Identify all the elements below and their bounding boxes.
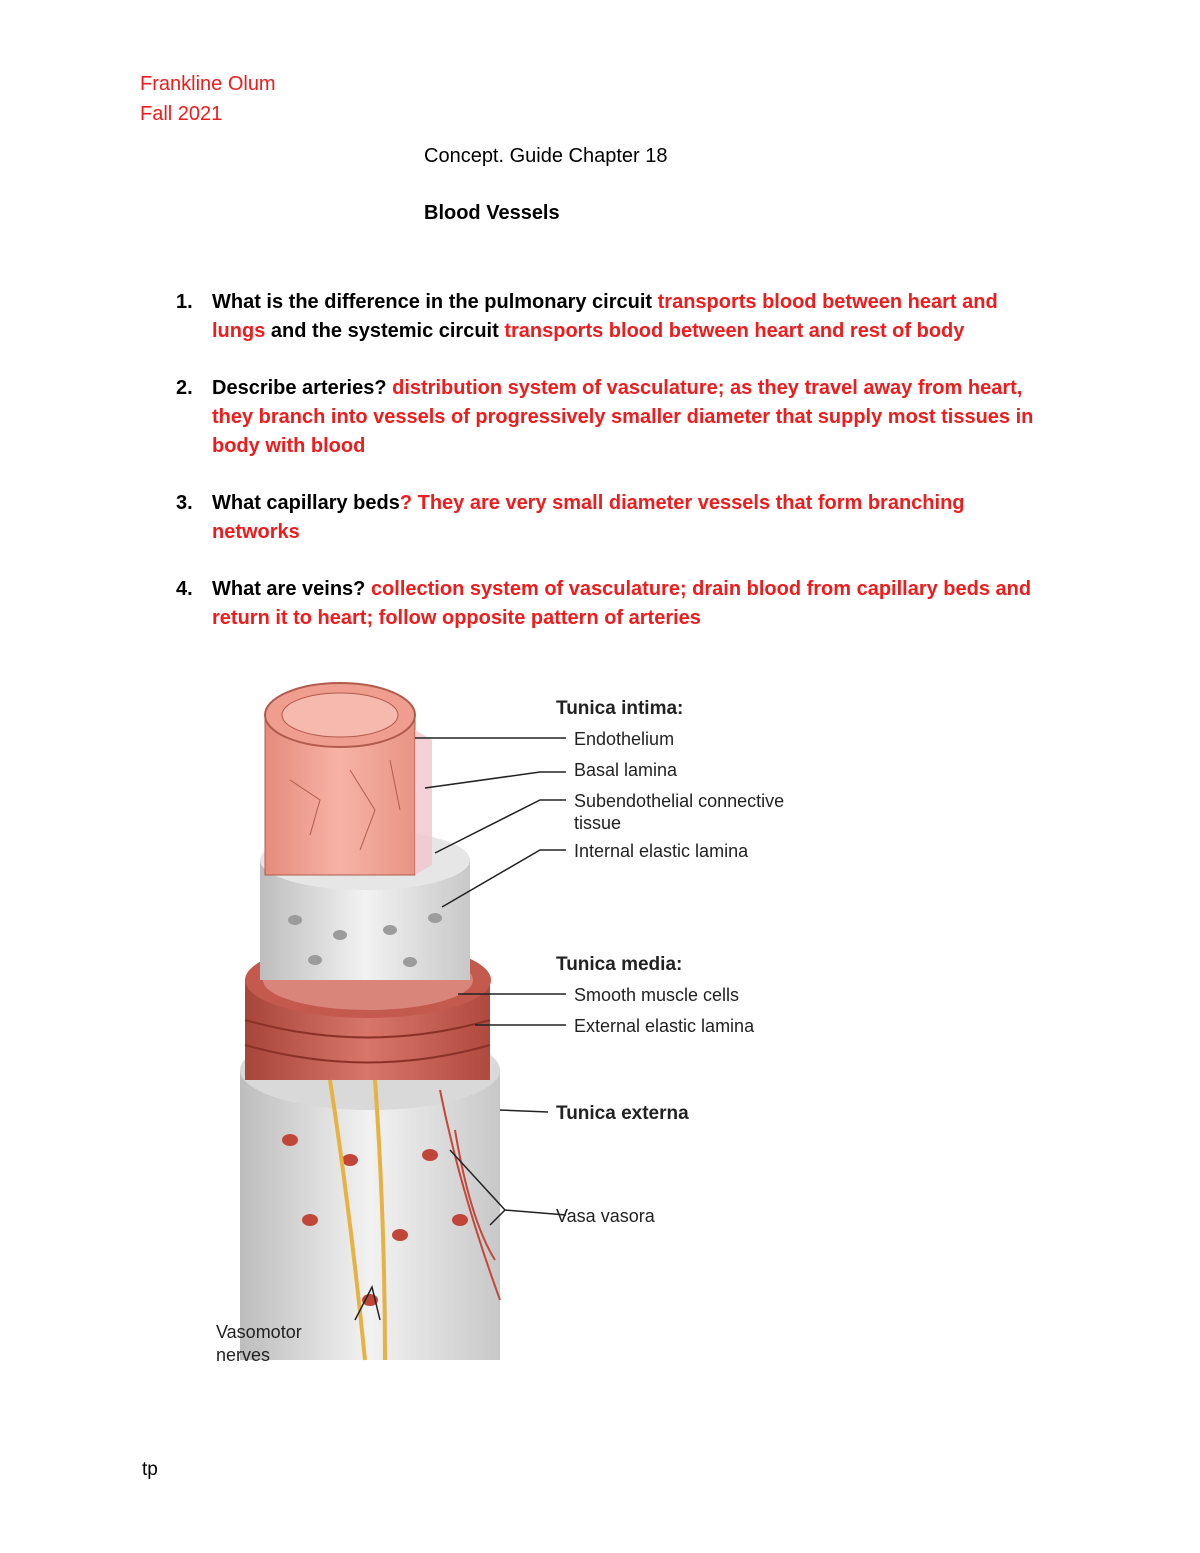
label-tunica-externa: Tunica externa [556, 1103, 689, 1124]
author-name: Frankline Olum [140, 73, 276, 95]
question-number: 1. [176, 291, 193, 313]
label-smooth-muscle: Smooth muscle cells [574, 985, 740, 1005]
question-item [0, 374, 1200, 461]
question-list [0, 288, 1200, 661]
document-title: Concept. Guide Chapter 18 [424, 145, 668, 167]
answer-text: transports blood between heart and rest of body [504, 320, 965, 342]
label-endothelium: Endothelium [574, 729, 675, 749]
label-subendothelial-2: tissue [574, 813, 622, 833]
question-number: 3. [176, 492, 193, 514]
question-text: What is the difference in the pulmonary circuit [212, 291, 658, 313]
question-item [0, 575, 1200, 633]
answer-text: collection system of vasculature; drain blood from capillary beds and return it to heart; follow opposite pattern of arteries [212, 578, 1032, 629]
answer-text: transports blood between heart and lungs [212, 291, 998, 342]
label-tunica-media: Tunica media: [556, 954, 683, 975]
answer-text: ? They are very small diameter vessels that form branching networks [212, 492, 965, 543]
question-text: and the systemic circuit [265, 320, 505, 342]
label-tunica-intima: Tunica intima: [556, 698, 684, 719]
label-vasomotor-1: Vasomotor [216, 1322, 302, 1342]
endothelium-shape [265, 683, 432, 875]
label-internal-elastic-lamina: Internal elastic lamina [574, 841, 749, 861]
blood-vessel-diagram [200, 660, 900, 1380]
label-vasa-vasora: Vasa vasora [556, 1206, 655, 1226]
question-number: 4. [176, 578, 193, 600]
label-basal-lamina: Basal lamina [574, 760, 678, 780]
author-term: Fall 2021 [140, 103, 223, 125]
document-subtitle: Blood Vessels [424, 202, 560, 224]
question-text: What capillary beds [212, 492, 400, 514]
question-item [0, 288, 1200, 346]
footer-initials: tp [142, 1459, 158, 1480]
question-text: Describe arteries? [212, 377, 393, 399]
label-external-elastic-lamina: External elastic lamina [574, 1016, 755, 1036]
label-vasomotor-2: nerves [216, 1345, 271, 1365]
label-subendothelial-1: Subendothelial connective [574, 791, 785, 811]
answer-text: distribution system of vasculature; as they travel away from heart, they branch into vessels of progressively smaller diameter that supply most tissues in body with blood [212, 377, 1034, 457]
question-item [0, 489, 1200, 547]
question-number: 2. [176, 377, 193, 399]
question-text: What are veins? [212, 578, 371, 600]
